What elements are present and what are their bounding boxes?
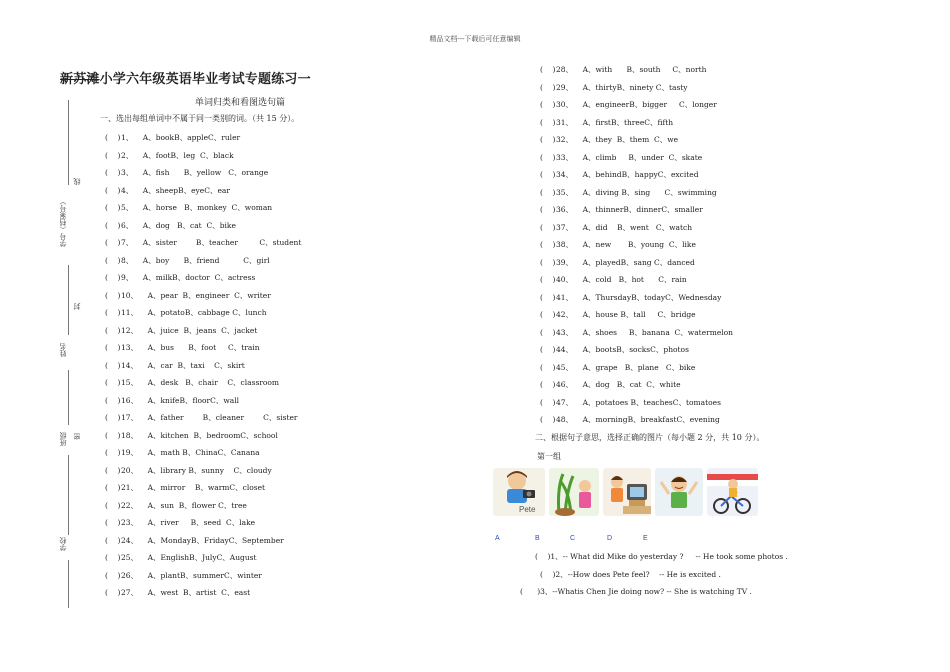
question-text: 38、 A、new B、young C、like [556,240,696,249]
question-text: 9、 A、milkB、doctor C、actress [121,273,256,282]
answer-blank[interactable]: ( ) [105,535,121,545]
answer-blank[interactable]: ( ) [540,327,556,337]
question-text: 46、 A、dog B、cat C、white [556,380,681,389]
question-item [540,362,695,373]
title-rest: 小学六年级英语毕业考试专题练习一 [99,72,311,87]
answer-blank[interactable]: ( ) [105,588,121,597]
question-text: 26、 A、plantB、summerC、winter [121,570,262,580]
answer-blank[interactable]: ( ) [105,518,121,527]
question-text: 43、 A、shoes B、banana C、watermelon [556,327,734,337]
question-item [540,344,689,355]
answer-blank[interactable]: ( ) [105,290,121,300]
question-text: 11、 A、potatoB、cabbage C、lunch [121,308,267,317]
question-text: 39、 A、playedB、sang C、danced [556,257,695,267]
question-text: 29、 A、thirtyB、ninety C、tasty [556,82,688,92]
question-item [540,169,699,180]
question-text: 22、 A、sun B、flower C、tree [121,500,247,510]
question-text: 17、 A、father B、cleaner C、sister [121,413,298,422]
question-item [540,117,673,128]
answer-blank[interactable]: ( ) [540,362,556,372]
answer-blank[interactable]: ( ) [105,168,121,177]
question-text: 20、 A、library B、sunny C、cloudy [121,465,272,475]
question-text: 16、 A、knifeB、floorC、wall [121,395,240,405]
section2-instruction: 二、根据句子意思，选择正确的图片（每小题 2 分，共 10 分）。 [535,433,765,442]
question-item [105,150,234,161]
question-item [105,517,255,528]
answer-blank[interactable]: ( ) [540,240,556,249]
question-text: 42、 A、house B、tall C、bridge [556,310,696,319]
answer-blank[interactable]: ( ) [105,150,121,160]
question-item [540,187,717,198]
answer-blank[interactable]: ( ) [540,187,556,197]
question-item [540,309,696,320]
question-item [540,222,692,233]
question-item [540,257,695,268]
answer-blank[interactable]: ( ) [540,170,556,179]
page-title [60,68,311,87]
question-item [105,395,239,406]
question-text: 15、 A、desk B、chair C、classroom [121,378,280,387]
group-label: 第一组 [537,452,561,461]
sentence-2: ( )2、--How does Pete feel? -- He is excited . [540,570,721,579]
question-text: 37、 A、did B、went C、watch [556,222,693,232]
question-text: 10、 A、pear B、engineer C、writer [121,290,271,300]
question-item [105,220,236,231]
question-text: 28、 A、with B、south C、north [556,65,707,74]
picture-e-boy-on-bike [707,468,758,516]
answer-blank[interactable]: ( ) [105,343,121,352]
answer-blank[interactable]: ( ) [540,257,556,267]
question-text: 4、 A、sheepB、eyeC、ear [121,185,230,195]
answer-blank[interactable]: ( ) [105,465,121,475]
question-item [540,292,721,303]
binding-line [68,455,69,535]
question-text: 23、 A、river B、seed C、lake [121,518,256,527]
answer-blank[interactable]: ( ) [105,448,121,457]
answer-blank[interactable]: ( ) [105,500,121,510]
picture-label-a: A [495,535,500,542]
answer-blank[interactable]: ( ) [540,82,556,92]
picture-c-girl-watching-tv [603,468,651,516]
picture-label-b: B [535,535,540,542]
question-text: 34、 A、behindB、happyC、excited [556,170,699,179]
question-text: 24、 A、MondayB、FridayC、September [121,535,284,545]
question-text: 41、 A、ThursdayB、todayC、Wednesday [556,292,722,302]
answer-blank[interactable]: ( ) [540,117,556,127]
answer-blank[interactable]: ( ) [105,553,121,562]
answer-blank[interactable]: ( ) [105,220,121,230]
picture-label-d: D [607,535,613,542]
binding-line [68,100,69,185]
question-item [540,239,696,250]
picture-b-girl-with-plant [549,468,599,516]
question-item [105,167,268,178]
answer-blank[interactable]: ( ) [540,65,556,74]
question-item [540,99,717,110]
question-text: 40、 A、cold B、hot C、rain [556,275,687,284]
question-item [540,204,703,215]
binding-mark-dense: 密 [73,433,81,440]
question-text: 18、 A、kitchen B、bedroomC、school [121,430,278,440]
question-text: 47、 A、potatoes B、teachesC、tomatoes [556,397,721,407]
question-text: 30、 A、engineerB、bigger C、longer [556,100,717,109]
question-item [105,552,257,563]
answer-blank[interactable]: ( ) [540,380,556,389]
question-item [105,430,278,441]
question-item [540,379,681,390]
question-item [540,82,688,93]
binding-line [68,265,69,335]
question-text: 35、 A、diving B、sing C、swimming [556,187,717,197]
title-strike: 新苏滩 [60,72,100,87]
answer-blank[interactable]: ( ) [105,360,121,370]
question-item [105,307,267,318]
subtitle: 单词归类和看图选句篇 [195,98,286,108]
question-item [105,272,255,283]
answer-blank[interactable]: ( ) [105,483,121,492]
answer-blank[interactable]: ( ) [540,205,556,214]
answer-blank[interactable]: ( ) [105,133,121,142]
question-item [105,132,240,143]
answer-blank[interactable]: ( ) [540,152,556,162]
answer-blank[interactable]: ( ) [540,310,556,319]
answer-blank[interactable]: ( ) [540,275,556,284]
question-item [105,237,301,248]
binding-line [68,560,69,608]
answer-blank[interactable]: ( ) [540,345,556,354]
question-text: 32、 A、they B、them C、we [556,135,679,144]
answer-blank[interactable]: ( ) [540,100,556,109]
picture-strip [493,468,758,516]
question-text: 5、 A、horse B、monkey C、woman [121,203,273,212]
question-item [105,465,272,476]
name-label: 姓名 [59,343,67,357]
question-text: 31、 A、firstB、threeC、fifth [556,117,674,127]
binding-mark-line: 线 [73,178,81,185]
answer-blank[interactable]: ( ) [105,273,121,282]
question-text: 44、 A、bootsB、socksC、photos [556,345,689,354]
question-text: 6、 A、dog B、cat C、bike [121,220,236,230]
student-id-label: 学号（档案号） [59,198,67,247]
question-text: 2、 A、footB、leg C、black [121,150,234,160]
question-text: 3、 A、fish B、yellow C、orange [121,168,269,177]
picture-label-e: E [643,535,648,542]
question-item [105,255,270,266]
answer-blank[interactable]: ( ) [105,395,121,405]
answer-blank[interactable]: ( ) [540,135,556,144]
question-item [540,64,706,75]
answer-blank[interactable]: ( ) [105,308,121,317]
picture-label-c: C [570,535,576,542]
question-text: 14、 A、car B、taxi C、skirt [121,360,245,370]
question-text: 13、 A、bus B、foot C、train [121,343,260,352]
question-item [105,570,262,581]
answer-blank[interactable]: ( ) [540,397,556,407]
question-item [105,290,271,301]
question-text: 27、 A、west B、artist C、east [121,588,251,597]
question-item [105,377,279,388]
answer-blank[interactable]: ( ) [105,570,121,580]
question-item [105,587,250,598]
question-item [105,202,272,213]
question-item [540,134,678,145]
question-item [105,360,245,371]
class-label: 班级 [59,432,67,446]
question-text: 36、 A、thinnerB、dinnerC、smaller [556,205,703,214]
question-text: 33、 A、climb B、under C、skate [556,152,703,162]
question-text: 21、 A、mirror B、warmC、closet [121,483,266,492]
picture-caption: Pete [519,505,536,514]
question-item [105,185,230,196]
answer-blank[interactable]: ( ) [105,203,121,212]
question-item [105,342,260,353]
header-note: 精品文档---下载后可任意编辑 [429,35,521,43]
question-text: 1、 A、bookB、appleC、ruler [121,133,241,142]
answer-blank[interactable]: ( ) [540,415,556,424]
question-text: 12、 A、juice B、jeans C、jacket [121,325,258,335]
question-item [105,482,265,493]
question-item [540,327,733,338]
answer-blank[interactable]: ( ) [105,238,121,247]
question-item [540,274,687,285]
question-text: 45、 A、grape B、plane C、bike [556,362,696,372]
answer-blank[interactable]: ( ) [105,413,121,422]
question-text: 25、 A、EnglishB、JulyC、August [121,553,257,562]
sentence-3: ( )3、--Whatis Chen Jie doing now? -- She is watching TV . [520,587,752,596]
school-label: 学校 [59,537,67,551]
answer-blank[interactable]: ( ) [105,430,121,440]
question-item [105,447,260,458]
question-text: 7、 A、sister B、teacher C、student [121,238,302,247]
sentence-1: ( )1、-- What did Mike do yesterday ? -- He took some photos . [535,552,788,561]
question-text: 48、 A、morningB、breakfastC、evening [556,415,720,424]
binding-line [68,370,69,425]
question-item [105,535,284,546]
question-item [105,412,298,423]
question-item [540,414,720,425]
question-item [540,152,702,163]
picture-a-boy-with-camera [493,468,545,516]
answer-blank[interactable]: ( ) [540,292,556,302]
question-text: 19、 A、math B、ChinaC、Canana [121,448,260,457]
binding-mark-seal: 封 [73,303,81,310]
answer-blank[interactable]: ( ) [105,325,121,335]
section1-instruction: 一、选出每组单词中不属于同一类别的词。（共 15 分）。 [100,114,300,123]
answer-blank[interactable]: ( ) [105,255,121,265]
answer-blank[interactable]: ( ) [540,222,556,232]
answer-blank[interactable]: ( ) [105,185,121,195]
picture-d-excited-boy [655,468,703,516]
answer-blank[interactable]: ( ) [105,378,121,387]
question-text: 8、 A、boy B、friend C、girl [121,255,270,265]
question-item [540,397,721,408]
question-item [105,325,257,336]
question-item [105,500,247,511]
